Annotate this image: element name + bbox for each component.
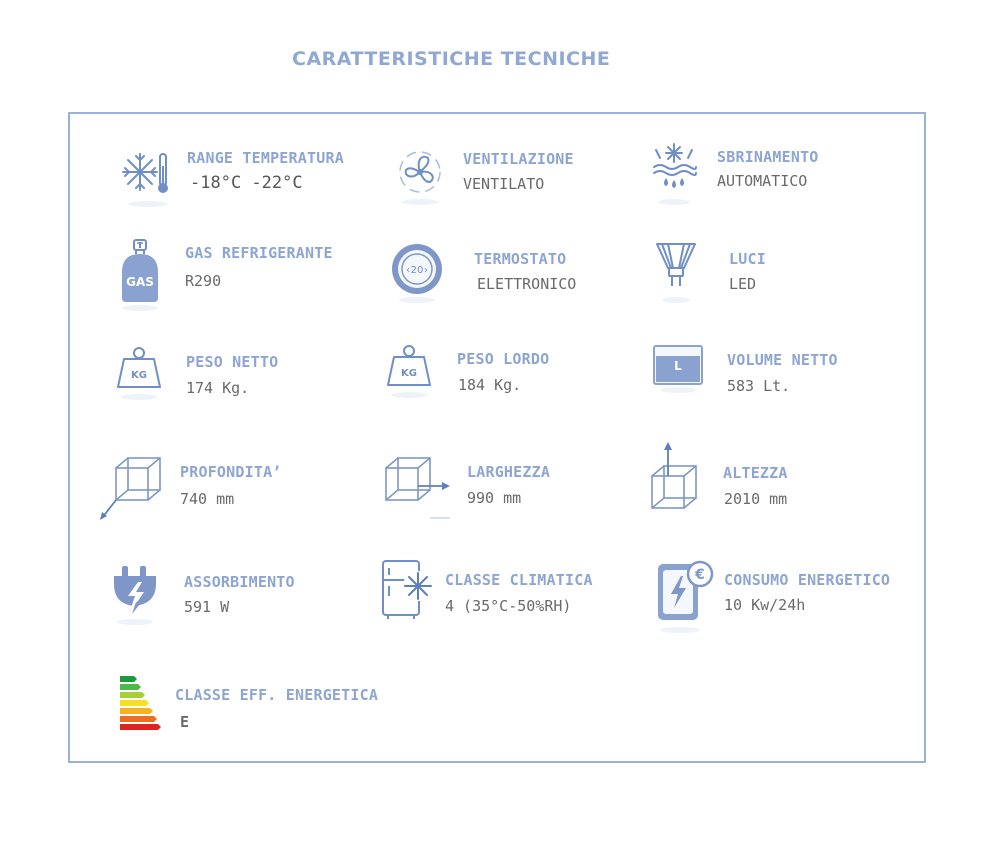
snowflake-thermometer-icon <box>120 148 176 210</box>
fan-icon <box>396 146 444 208</box>
depth-label: PROFONDITA’ <box>180 463 282 481</box>
defrost-value: AUTOMATICO <box>717 172 808 190</box>
climate-class-label: CLASSE CLIMATICA <box>445 571 593 589</box>
fridge-snowflake-icon <box>380 558 438 620</box>
power-plug-icon <box>110 564 160 628</box>
thermostat-value: ELETTRONICO <box>477 275 577 293</box>
weight-icon <box>114 345 164 403</box>
cube-height-icon <box>648 442 704 512</box>
volume-icon-text: L <box>674 359 682 373</box>
energy-consumption-label: CONSUMO ENERGETICO <box>724 571 891 589</box>
gross-weight-label: PESO LORDO <box>457 350 550 368</box>
thermostat-icon-text: 20 <box>410 265 424 276</box>
svg-text:›: › <box>424 265 428 276</box>
climate-class-value: 4 (35°C-50%RH) <box>445 597 572 615</box>
width-value: 990 mm <box>467 489 522 507</box>
gas-value: R290 <box>185 272 222 290</box>
volume-icon <box>652 342 704 394</box>
net-volume-value: 583 Lt. <box>727 377 791 395</box>
gross-weight-value: 184 Kg. <box>458 376 522 394</box>
specs-frame <box>68 112 926 763</box>
energy-class-label: CLASSE EFF. ENERGETICA <box>175 686 379 704</box>
energy-consumption-value: 10 Kw/24h <box>724 596 806 614</box>
temperature-label: RANGE TEMPERATURA <box>187 149 344 167</box>
gas-label: GAS REFRIGERANTE <box>185 244 333 262</box>
net-volume-label: VOLUME NETTO <box>727 351 838 369</box>
energy-euro-icon <box>656 560 716 636</box>
energy-label-icon <box>118 674 168 732</box>
svg-text:‹: ‹ <box>406 265 410 276</box>
energy-consumption-icon-text: € <box>695 567 705 583</box>
cube-width-icon <box>382 454 454 520</box>
depth-value: 740 mm <box>180 490 235 508</box>
net-weight-value: 174 Kg. <box>186 379 250 397</box>
absorption-value: 591 W <box>184 598 230 616</box>
gas-cylinder-icon <box>116 238 164 314</box>
led-bulb-icon <box>654 240 698 306</box>
lights-value: LED <box>729 275 757 293</box>
width-label: LARGHEZZA <box>467 463 551 481</box>
temperature-value: -18°C -22°C <box>190 173 303 193</box>
thermostat-label: TERMOSTATO <box>474 250 567 268</box>
weight-icon <box>384 343 434 401</box>
height-value: 2010 mm <box>724 490 788 508</box>
energy-class-value: E <box>180 713 190 731</box>
thermostat-icon <box>390 242 444 304</box>
net-weight-label: PESO NETTO <box>186 353 279 371</box>
gas-icon-text: GAS <box>126 275 154 289</box>
gross-weight-icon-text: KG <box>401 368 417 379</box>
defrost-icon <box>650 140 698 208</box>
net-weight-icon-text: KG <box>131 370 147 381</box>
page-title: CARATTERISTICHE TECNICHE <box>292 48 611 70</box>
lights-label: LUCI <box>729 250 766 268</box>
ventilation-label: VENTILAZIONE <box>463 150 574 168</box>
ventilation-value: VENTILATO <box>463 175 545 193</box>
height-label: ALTEZZA <box>723 464 788 482</box>
cube-depth-icon <box>98 454 168 522</box>
defrost-label: SBRINAMENTO <box>717 148 819 166</box>
absorption-label: ASSORBIMENTO <box>184 573 295 591</box>
